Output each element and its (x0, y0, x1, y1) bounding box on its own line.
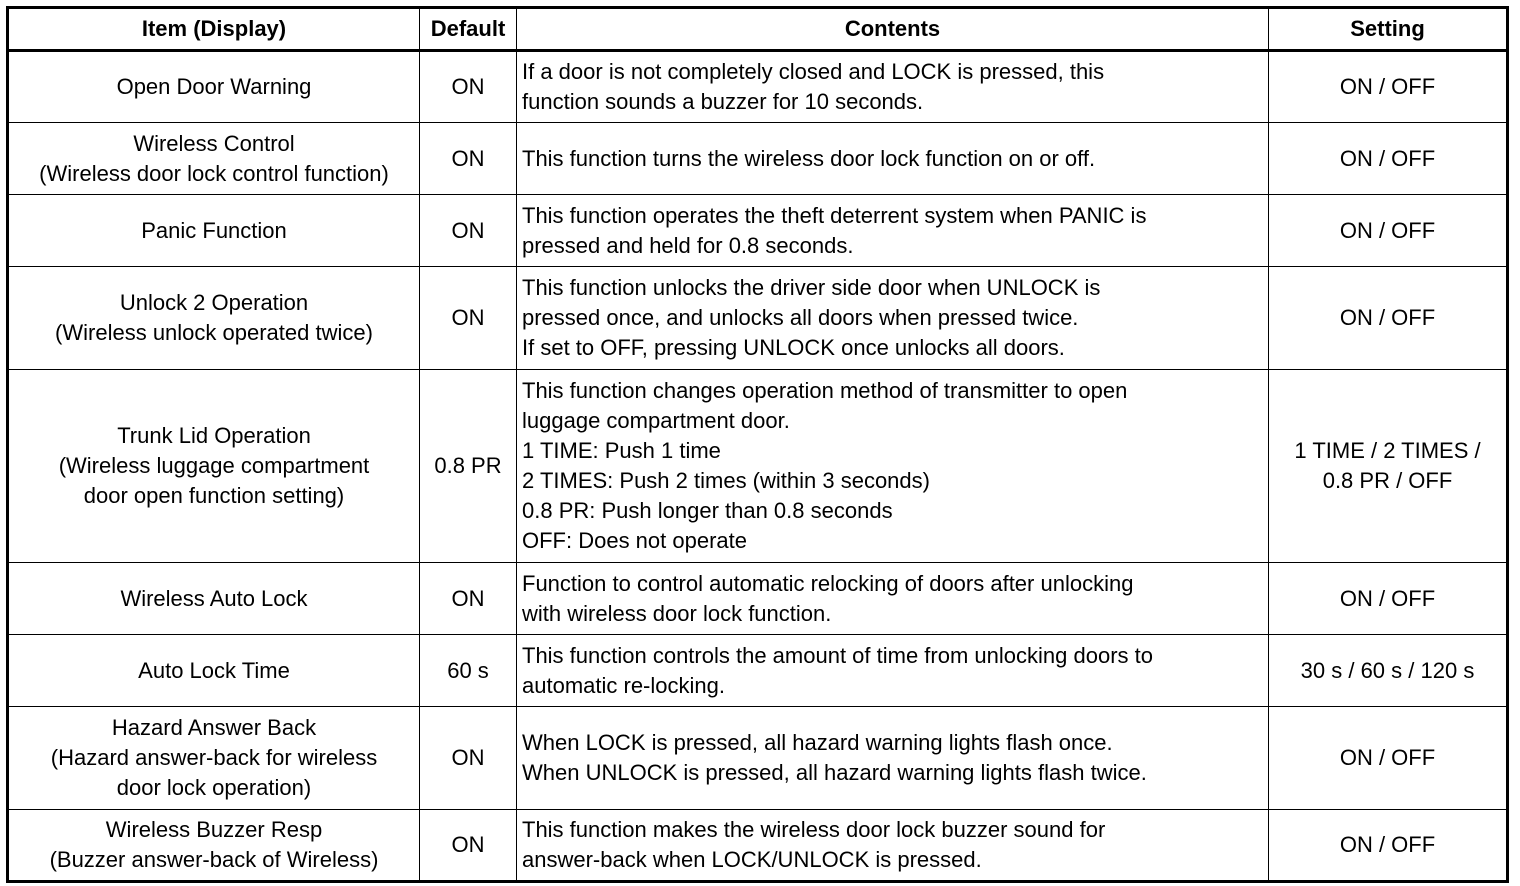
contents-cell-line: 2 TIMES: Push 2 times (within 3 seconds) (522, 468, 930, 493)
table-row (8, 635, 1508, 707)
contents-cell-line: When UNLOCK is pressed, all hazard warning lights flash twice. (522, 760, 1147, 785)
table-row (8, 267, 1508, 370)
header-row (8, 8, 1508, 51)
setting-cell (1269, 563, 1508, 635)
item-cell (8, 635, 420, 707)
setting-cell-line: 30 s / 60 s / 120 s (1300, 657, 1475, 683)
item-cell-line: Panic Function (141, 217, 287, 243)
default-cell: ON (420, 563, 517, 635)
item-cell-line: door lock operation) (116, 775, 312, 800)
item-cell-line: (Wireless luggage compartment (58, 453, 370, 478)
header-item: Item (Display) (8, 8, 420, 51)
item-cell-line: Open Door Warning (116, 74, 312, 99)
item-cell-line: Hazard Answer Back (111, 715, 317, 740)
default-cell: ON (420, 810, 517, 882)
item-cell-line: (Buzzer answer-back of Wireless) (49, 847, 379, 872)
setting-cell-line: 0.8 PR / OFF (1322, 468, 1453, 493)
header-setting: Setting (1269, 8, 1508, 51)
item-cell-line: Wireless Control (133, 130, 295, 156)
table-row (8, 195, 1508, 267)
contents-cell-line: If a door is not completely closed and LOCK is pressed, this (522, 59, 1105, 84)
setting-cell-line: ON / OFF (1339, 305, 1436, 330)
contents-cell (517, 267, 1269, 370)
header-default: Default (420, 8, 517, 51)
settings-table (6, 6, 1509, 883)
setting-cell (1269, 195, 1508, 267)
setting-cell (1269, 51, 1508, 123)
table-body (8, 51, 1508, 882)
setting-cell (1269, 267, 1508, 370)
contents-cell (517, 123, 1269, 195)
setting-cell (1269, 635, 1508, 707)
table-row (8, 51, 1508, 123)
item-cell (8, 563, 420, 635)
setting-cell (1269, 810, 1508, 882)
table-row (8, 370, 1508, 563)
contents-cell-line: This function makes the wireless door lock buzzer sound for (522, 817, 1106, 842)
setting-cell-line: ON / OFF (1339, 217, 1436, 243)
setting-cell-line: ON / OFF (1339, 585, 1436, 611)
setting-cell (1269, 370, 1508, 563)
item-cell-line: Auto Lock Time (138, 657, 290, 683)
setting-cell-line: ON / OFF (1339, 832, 1436, 857)
default-cell: ON (420, 267, 517, 370)
item-cell (8, 707, 420, 810)
contents-cell (517, 563, 1269, 635)
contents-cell (517, 810, 1269, 882)
contents-cell (517, 707, 1269, 810)
default-cell: ON (420, 123, 517, 195)
item-cell (8, 370, 420, 563)
item-cell-line: (Hazard answer-back for wireless (50, 745, 378, 770)
item-cell-line: Wireless Auto Lock (120, 585, 308, 611)
setting-cell-line: 1 TIME / 2 TIMES / (1294, 438, 1481, 463)
item-cell (8, 267, 420, 370)
contents-cell-line: OFF: Does not operate (522, 528, 747, 553)
item-cell-line: (Wireless unlock operated twice) (55, 320, 373, 345)
header-contents: Contents (517, 8, 1269, 51)
setting-cell-line: ON / OFF (1339, 145, 1436, 171)
default-cell: 0.8 PR (420, 370, 517, 563)
item-cell-line: Unlock 2 Operation (119, 290, 309, 315)
contents-cell-line: with wireless door lock function. (522, 600, 832, 626)
contents-cell-line: pressed and held for 0.8 seconds. (522, 232, 854, 258)
contents-cell-line: automatic re-locking. (522, 672, 725, 698)
setting-cell (1269, 707, 1508, 810)
contents-cell-line: When LOCK is pressed, all hazard warning lights flash once. (522, 730, 1113, 755)
contents-cell-line: This function unlocks the driver side door when UNLOCK is (522, 275, 1101, 300)
contents-cell-line: This function operates the theft deterrent system when PANIC is (522, 202, 1147, 228)
contents-cell-line: If set to OFF, pressing UNLOCK once unlocks all doors. (522, 335, 1065, 360)
setting-cell-line: ON / OFF (1339, 74, 1436, 99)
item-cell-line: Trunk Lid Operation (117, 423, 311, 448)
contents-cell (517, 635, 1269, 707)
item-cell (8, 195, 420, 267)
table-row (8, 563, 1508, 635)
default-cell: 60 s (420, 635, 517, 707)
item-cell (8, 810, 420, 882)
setting-cell (1269, 123, 1508, 195)
contents-cell-line: pressed once, and unlocks all doors when pressed twice. (522, 305, 1079, 330)
contents-cell (517, 195, 1269, 267)
item-cell-line: door open function setting) (83, 483, 345, 508)
item-cell-line: (Wireless door lock control function) (39, 160, 389, 186)
contents-cell-line: answer-back when LOCK/UNLOCK is pressed. (522, 847, 982, 872)
table-row (8, 707, 1508, 810)
contents-cell-line: Function to control automatic relocking of doors after unlocking (522, 570, 1134, 596)
contents-cell-line: This function controls the amount of time from unlocking doors to (522, 642, 1153, 668)
table-row (8, 810, 1508, 882)
contents-cell (517, 51, 1269, 123)
contents-cell-line: This function changes operation method of transmitter to open (522, 378, 1128, 403)
setting-cell-line: ON / OFF (1339, 745, 1436, 770)
default-cell: ON (420, 195, 517, 267)
table-row (8, 123, 1508, 195)
contents-cell-line: luggage compartment door. (522, 408, 790, 433)
item-cell-line: Wireless Buzzer Resp (105, 817, 323, 842)
default-cell: ON (420, 51, 517, 123)
contents-cell-line: 0.8 PR: Push longer than 0.8 seconds (522, 498, 893, 523)
contents-cell (517, 370, 1269, 563)
item-cell (8, 51, 420, 123)
item-cell (8, 123, 420, 195)
contents-cell-line: function sounds a buzzer for 10 seconds. (522, 89, 924, 114)
contents-cell-line: 1 TIME: Push 1 time (522, 438, 721, 463)
contents-cell-line: This function turns the wireless door lock function on or off. (522, 145, 1096, 171)
default-cell: ON (420, 707, 517, 810)
